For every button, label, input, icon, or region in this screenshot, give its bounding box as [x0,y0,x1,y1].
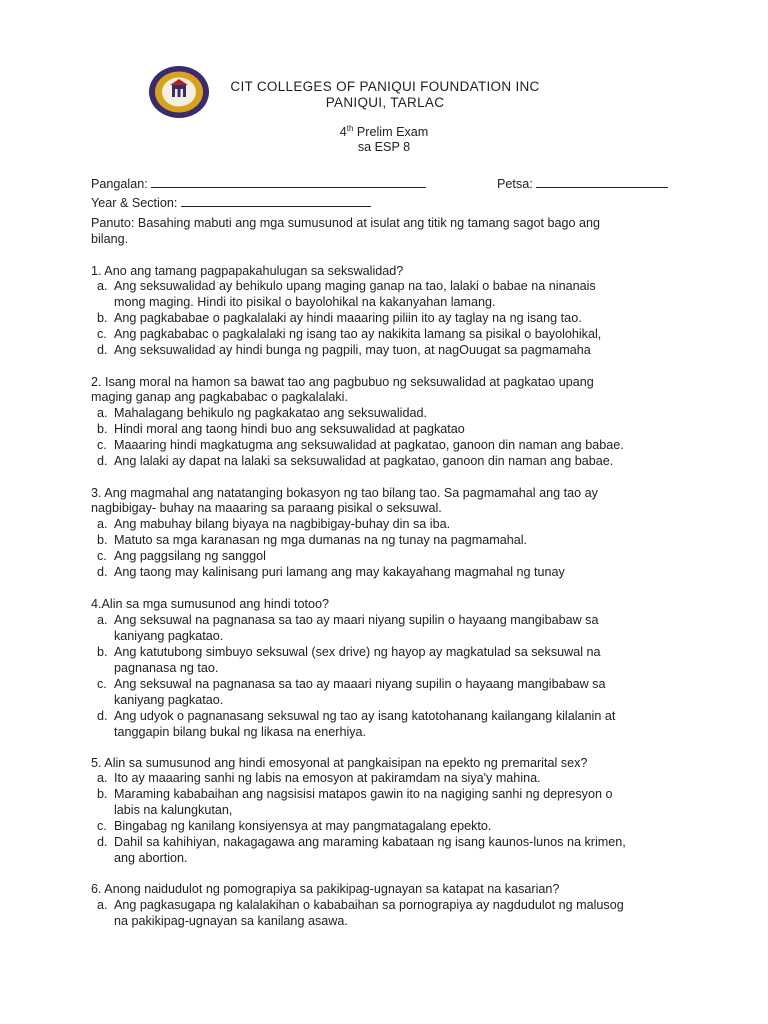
instructions-line-2: bilang. [91,232,129,246]
question-5-stem: 5. Alin sa sumusunod ang hindi emosyonal at pangkaisipan na epekto ng premarital sex? [91,756,588,770]
option-letter: a. [97,898,108,912]
option-letter: d. [97,454,108,468]
option-letter: a. [97,279,108,293]
section-blank[interactable] [181,195,371,207]
option-text: Bingabag ng kanilang konsiyensya at may pangmatagalang epekto. [114,819,492,833]
option-text: Ang seksuwalidad ay hindi bunga ng pagpili, may tuon, at nagOuugat sa pagmamaha [114,343,591,357]
option-letter: a. [97,771,108,785]
question-2-stem-cont: maging ganap ang pagkababac o pagkalalaki. [91,390,348,404]
option-text: Hindi moral ang taong hindi buo ang seksuwalidad at pagkatao [114,422,465,436]
option-text-cont: labis na kalungkutan, [114,803,233,817]
option-text: Ang taong may kalinisang puri lamang ang may kakayahang magmahal ng tunay [114,565,565,579]
name-field[interactable] [91,176,426,191]
option-text: Ito ay maaaring sanhi ng labis na emosyon at pakiramdam na siya'y mahina. [114,771,541,785]
exam-number: 4 [339,125,347,140]
option-text: Ang seksuwal na pagnanasa sa tao ay maaari niyang supilin o hayaang mangibabaw sa [114,677,606,691]
section-label: Year & Section: [91,196,178,210]
option-letter: d. [97,565,108,579]
option-text-cont: na pakikipag-ugnayan sa kanilang asawa. [114,914,348,928]
option-text: Dahil sa kahihiyan, nakagagawa ang maraming kabataan ng isang kaunos-lunos na krimen, [114,835,626,849]
option-text: Ang katutubong simbuyo seksuwal (sex drive) ng hayop ay magkatulad sa seksuwal na [114,645,601,659]
instructions-line-1: Panuto: Basahing mabuti ang mga sumusunod at isulat ang titik ng tamang sagot bago ang [91,216,600,230]
question-1-stem: 1. Ano ang tamang pagpapakahulugan sa sekswalidad? [91,264,404,278]
option-letter: c. [97,438,107,452]
option-letter: d. [97,343,108,357]
option-letter: c. [97,677,107,691]
option-letter: b. [97,787,108,801]
option-letter: d. [97,709,108,723]
option-letter: a. [97,406,108,420]
school-name: CIT COLLEGES OF PANIQUI FOUNDATION INC [230,79,540,94]
option-letter: b. [97,645,108,659]
date-field[interactable] [497,176,668,191]
question-3-stem: 3. Ang magmahal ang natatanging bokasyon ng tao bilang tao. Sa pagmamahal ang tao ay [91,486,598,500]
question-2-stem: 2. Isang moral na hamon sa bawat tao ang pagbubuo ng seksuwalidad at pagkatao upang [91,375,594,389]
question-3-stem-cont: nagbibigay- buhay na maaaring sa paraang pisikal o seksuwal. [91,501,442,515]
option-letter: b. [97,533,108,547]
date-blank[interactable] [536,176,668,188]
exam-number-suffix: th [346,124,354,133]
option-text: Ang paggsilang ng sanggol [114,549,266,563]
option-text-cont: kaniyang pagkatao. [114,693,224,707]
option-text: Matuto sa mga karanasan ng mga dumanas na ng tunay na pagmamahal. [114,533,528,547]
option-text: Ang seksuwalidad ay behikulo upang maging ganap na tao, lalaki o babae na ninanais [114,279,596,293]
exam-title [284,124,484,139]
option-letter: b. [97,311,108,325]
option-text: Ang udyok o pagnanasang seksuwal ng tao ay isang katotohanang kailangang kilalanin at [114,709,616,723]
option-text: Ang seksuwal na pagnanasa sa tao ay maari niyang supilin o hayaang mangibabaw sa [114,613,599,627]
option-letter: c. [97,327,107,341]
date-label: Petsa: [497,177,533,191]
exam-subject: sa ESP 8 [357,140,411,154]
option-text-cont: ang abortion. [114,851,188,865]
option-text: Ang mabuhay bilang biyaya na nagbibigay-buhay din sa iba. [114,517,451,531]
exam-title-text: Prelim Exam [356,125,429,140]
name-label: Pangalan: [91,177,148,191]
option-text: Mahalagang behikulo ng pagkakatao ang seksuwalidad. [114,406,427,420]
name-blank[interactable] [151,176,426,188]
option-text: Ang pagkababac o pagkalalaki ng isang tao ay nakikita lamang sa pisikal o bayolohikal, [114,327,602,341]
school-seal-logo [148,65,210,119]
option-text: Ang pagkasugapa ng kalalakihan o kababaihan sa pornograpiya ay nagdudulot ng malusog [114,898,624,912]
option-text-cont: tanggapin bilang bukal ng likasa na enerhiya. [114,725,367,739]
option-letter: b. [97,422,108,436]
option-text-cont: mong maging. Hindi ito pisikal o bayolohikal na kakanyahan lamang. [114,295,496,309]
option-letter: c. [97,549,107,563]
option-text: Ang lalaki ay dapat na lalaki sa seksuwalidad at pagkatao, ganoon din naman ang babae. [114,454,614,468]
option-text-cont: kaniyang pagkatao. [114,629,224,643]
option-text: Maaaring hindi magkatugma ang seksuwalidad at pagkatao, ganoon din naman ang babae. [114,438,624,452]
option-letter: a. [97,517,108,531]
question-6-stem: 6. Anong naidudulot ng pomograpiya sa pakikipag-ugnayan sa katapat na kasarian? [91,882,560,896]
section-field[interactable] [91,195,371,210]
question-4-stem: 4.Alin sa mga sumusunod ang hindi totoo? [91,597,330,611]
option-letter: c. [97,819,107,833]
option-letter: d. [97,835,108,849]
option-text-cont: pagnanasa ng tao. [114,661,219,675]
option-text: Maraming kababaihan ang nagsisisi matapos gawin ito na nagiging sanhi ng depresyon o [114,787,613,801]
option-text: Ang pagkababae o pagkalalaki ay hindi maaaring piliin ito ay taglay na ng isang tao. [114,311,582,325]
option-letter: a. [97,613,108,627]
school-address: PANIQUI, TARLAC [325,95,445,110]
